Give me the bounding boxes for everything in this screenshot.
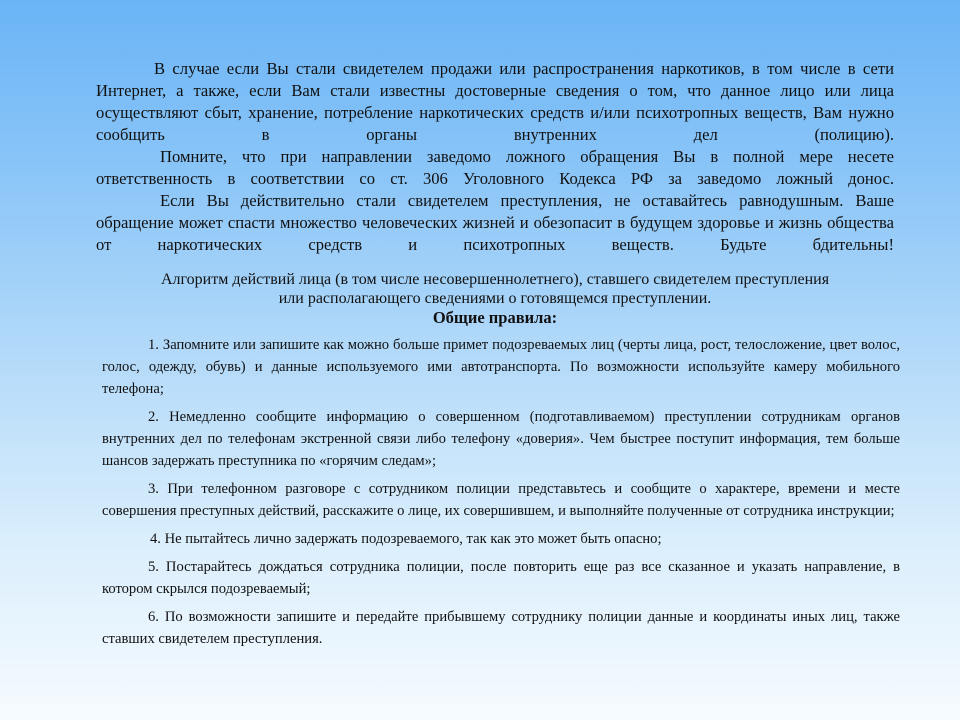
slide-content [96,58,900,655]
rule-item-1: 1. Запомните или запишите как можно больше примет подозреваемых лиц (черты лица, рост, телосложение, цвет волос, голос, одежду, обувь) и данные используемого ими автотранспорта. По возможности используйте камеру мобильного телефона; [102,337,900,397]
rules-list [102,333,900,655]
intro-paragraph-1: В случае если Вы стали свидетелем продажи или распространения наркотиков, в том числе в сети Интернет, а также, если Вам стали известны достоверные сведения о том, что данное лицо или лица осуществляют сбыт, хранение, потребление наркотических средств и/или психотропных веществ, Вам нужно сообщить в органы внутренних дел (полицию). [96,59,894,144]
rule-item-3: 3. При телефонном разговоре с сотрудником полиции представьтесь и сообщите о характере, времени и месте совершения преступных действий, расскажите о лице, их совершившем, и выполняйте полученные от сотрудника инструкции; [102,481,900,519]
intro-paragraph-3: Если Вы действительно стали свидетелем преступления, не оставайтесь равнодушным. Ваше обращение может спасти множество человеческих жизней и обезопасит в будущем здоровье и жизнь общества от наркотических средств и психотропных веществ. Будьте бдительны! [96,191,894,254]
intro-paragraph-2: Помните, что при направлении заведомо ложного обращения Вы в полной мере несете ответственность в соответствии со ст. 306 Уголовного Кодекса РФ за заведомо ложный донос. [96,147,894,188]
rule-item-5: 5. Постарайтесь дождаться сотрудника полиции, после повторить еще раз все сказанное и указать направление, в котором скрылся подозреваемый; [102,559,900,597]
rule-item-2: 2. Немедленно сообщите информацию о совершенном (подготавливаемом) преступлении сотрудникам органов внутренних дел по телефонам экстренной связи либо телефону «доверия». Чем быстрее поступит информация, тем больше шансов задержать преступника по «горячим следам»; [102,409,900,469]
general-rules-heading: Общие правила: [432,308,558,327]
intro-text [96,58,894,256]
algorithm-title-line-1: Алгоритм действий лица (в том числе несовершеннолетнего), ставшего свидетелем преступления [160,271,830,288]
rule-item-6: 6. По возможности запишите и передайте прибывшему сотруднику полиции данные и координаты иных лиц, также ставших свидетелем преступления. [102,609,900,647]
algorithm-title-line-2: или располагающего сведениями о готовящемся преступлении. [278,290,712,307]
algorithm-heading [96,270,894,327]
rule-item-4: 4. Не пытайтесь лично задержать подозреваемого, так как это может быть опасно; [150,531,662,547]
